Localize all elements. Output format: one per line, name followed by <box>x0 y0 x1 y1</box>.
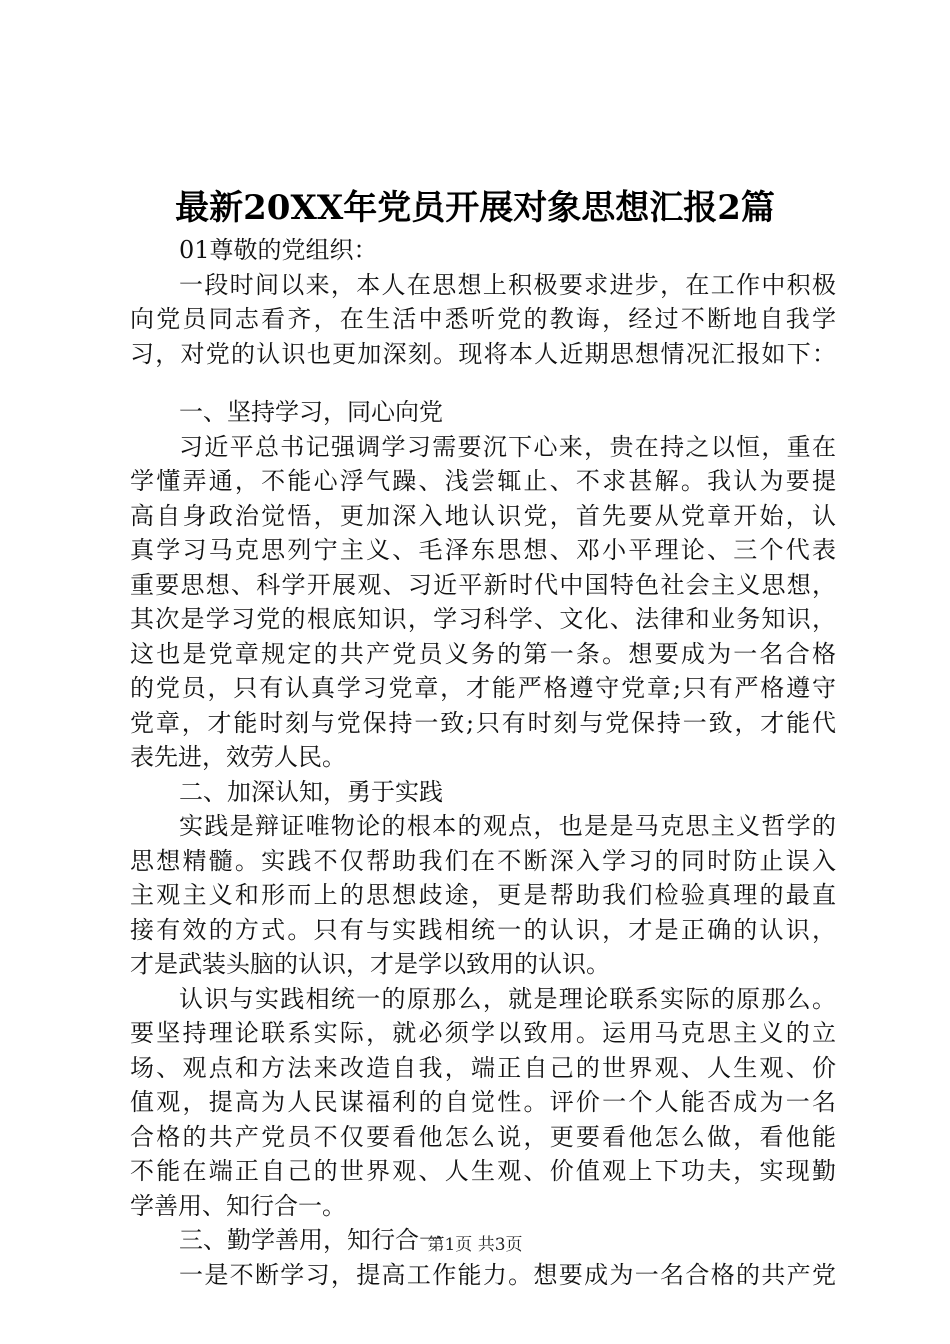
section-heading-3: 三、勤学善用，知行合一 <box>179 1226 443 1254</box>
paragraph-line: 高自身政治觉悟，更加深入地认识党，首先要从党章开始，认 <box>130 501 836 530</box>
paragraph-line: 值观，提高为人民谋福利的自觉性。评价一个人能否成为一名 <box>130 1088 836 1116</box>
paragraph-line: 真学习马克思列宁主义、毛泽东思想、邓小平理论、三个代表 <box>130 536 836 564</box>
document-title: 最新20XX年党员开展对象思想汇报2篇 <box>175 188 775 228</box>
paragraph-line: 合格的共产党员不仅要看他怎么说，更要看他怎么做，看他能 <box>130 1122 836 1151</box>
paragraph-line: 表先进，效劳人民。 <box>130 743 346 771</box>
paragraph-line: 接有效的方式。只有与实践相统一的认识，才是正确的认识， <box>130 915 836 944</box>
paragraph-line: 这也是党章规定的共产党员义务的第一条。想要成为一名合格 <box>130 639 836 668</box>
paragraph-line: 才是武装头脑的认识，才是学以致用的认识。 <box>130 950 610 978</box>
paragraph-line: 实践是辩证唯物论的根本的观点，也是是马克思主义哲学的 <box>179 812 836 840</box>
paragraph-line: 重要思想、科学开展观、习近平新时代中国特色社会主义思想， <box>130 570 836 599</box>
paragraph-line: 学懂弄通，不能心浮气躁、浅尝辄止、不求甚解。我认为要提 <box>130 467 836 495</box>
paragraph-line: 主观主义和形而上的思想歧途，更是帮助我们检验真理的最直 <box>130 881 836 909</box>
paragraph-gap <box>130 371 836 395</box>
paragraph-line: 党章，才能时刻与党保持一致;只有时刻与党保持一致，才能代 <box>130 708 836 737</box>
page-footer <box>0 1233 950 1257</box>
paragraph-line: 一段时间以来，本人在思想上积极要求进步，在工作中积极 <box>179 270 836 299</box>
section-heading-2: 二、加深认知，勇于实践 <box>179 777 443 806</box>
paragraph-line: 思想精髓。实践不仅帮助我们在不断深入学习的同时防止误入 <box>130 846 836 875</box>
page-number-label: 第1页 共3页 <box>427 1235 523 1255</box>
paragraph-line: 向党员同志看齐，在生活中悉听党的教诲，经过不断地自我学 <box>130 305 836 333</box>
section-heading-1: 一、坚持学习，同心向党 <box>179 398 443 426</box>
paragraph-line: 不能在端正自己的世界观、人生观、价值观上下功夫，实现勤 <box>130 1157 836 1185</box>
salutation-line: 01尊敬的党组织： <box>179 236 378 264</box>
paragraph-line: 习，对党的认识也更加深刻。现将本人近期思想情况汇报如下： <box>130 339 836 368</box>
paragraph-line: 一是不断学习，提高工作能力。想要成为一名合格的共产党 <box>179 1260 836 1289</box>
paragraph-line: 习近平总书记强调学习需要沉下心来，贵在持之以恒，重在 <box>179 432 836 461</box>
paragraph-line: 其次是学习党的根底知识，学习科学、文化、法律和业务知识， <box>130 605 836 633</box>
paragraph-line: 要坚持理论联系实际，就必须学以致用。运用马克思主义的立 <box>130 1019 836 1047</box>
paragraph-line: 认识与实践相统一的原那么，就是理论联系实际的原那么。 <box>179 984 836 1013</box>
paragraph-line: 的党员，只有认真学习党章，才能严格遵守党章;只有严格遵守 <box>130 674 836 702</box>
paragraph-line: 场、观点和方法来改造自我，端正自己的世界观、人生观、价 <box>130 1053 836 1082</box>
paragraph-line: 学善用、知行合一。 <box>130 1191 346 1220</box>
document-body <box>130 233 836 1292</box>
